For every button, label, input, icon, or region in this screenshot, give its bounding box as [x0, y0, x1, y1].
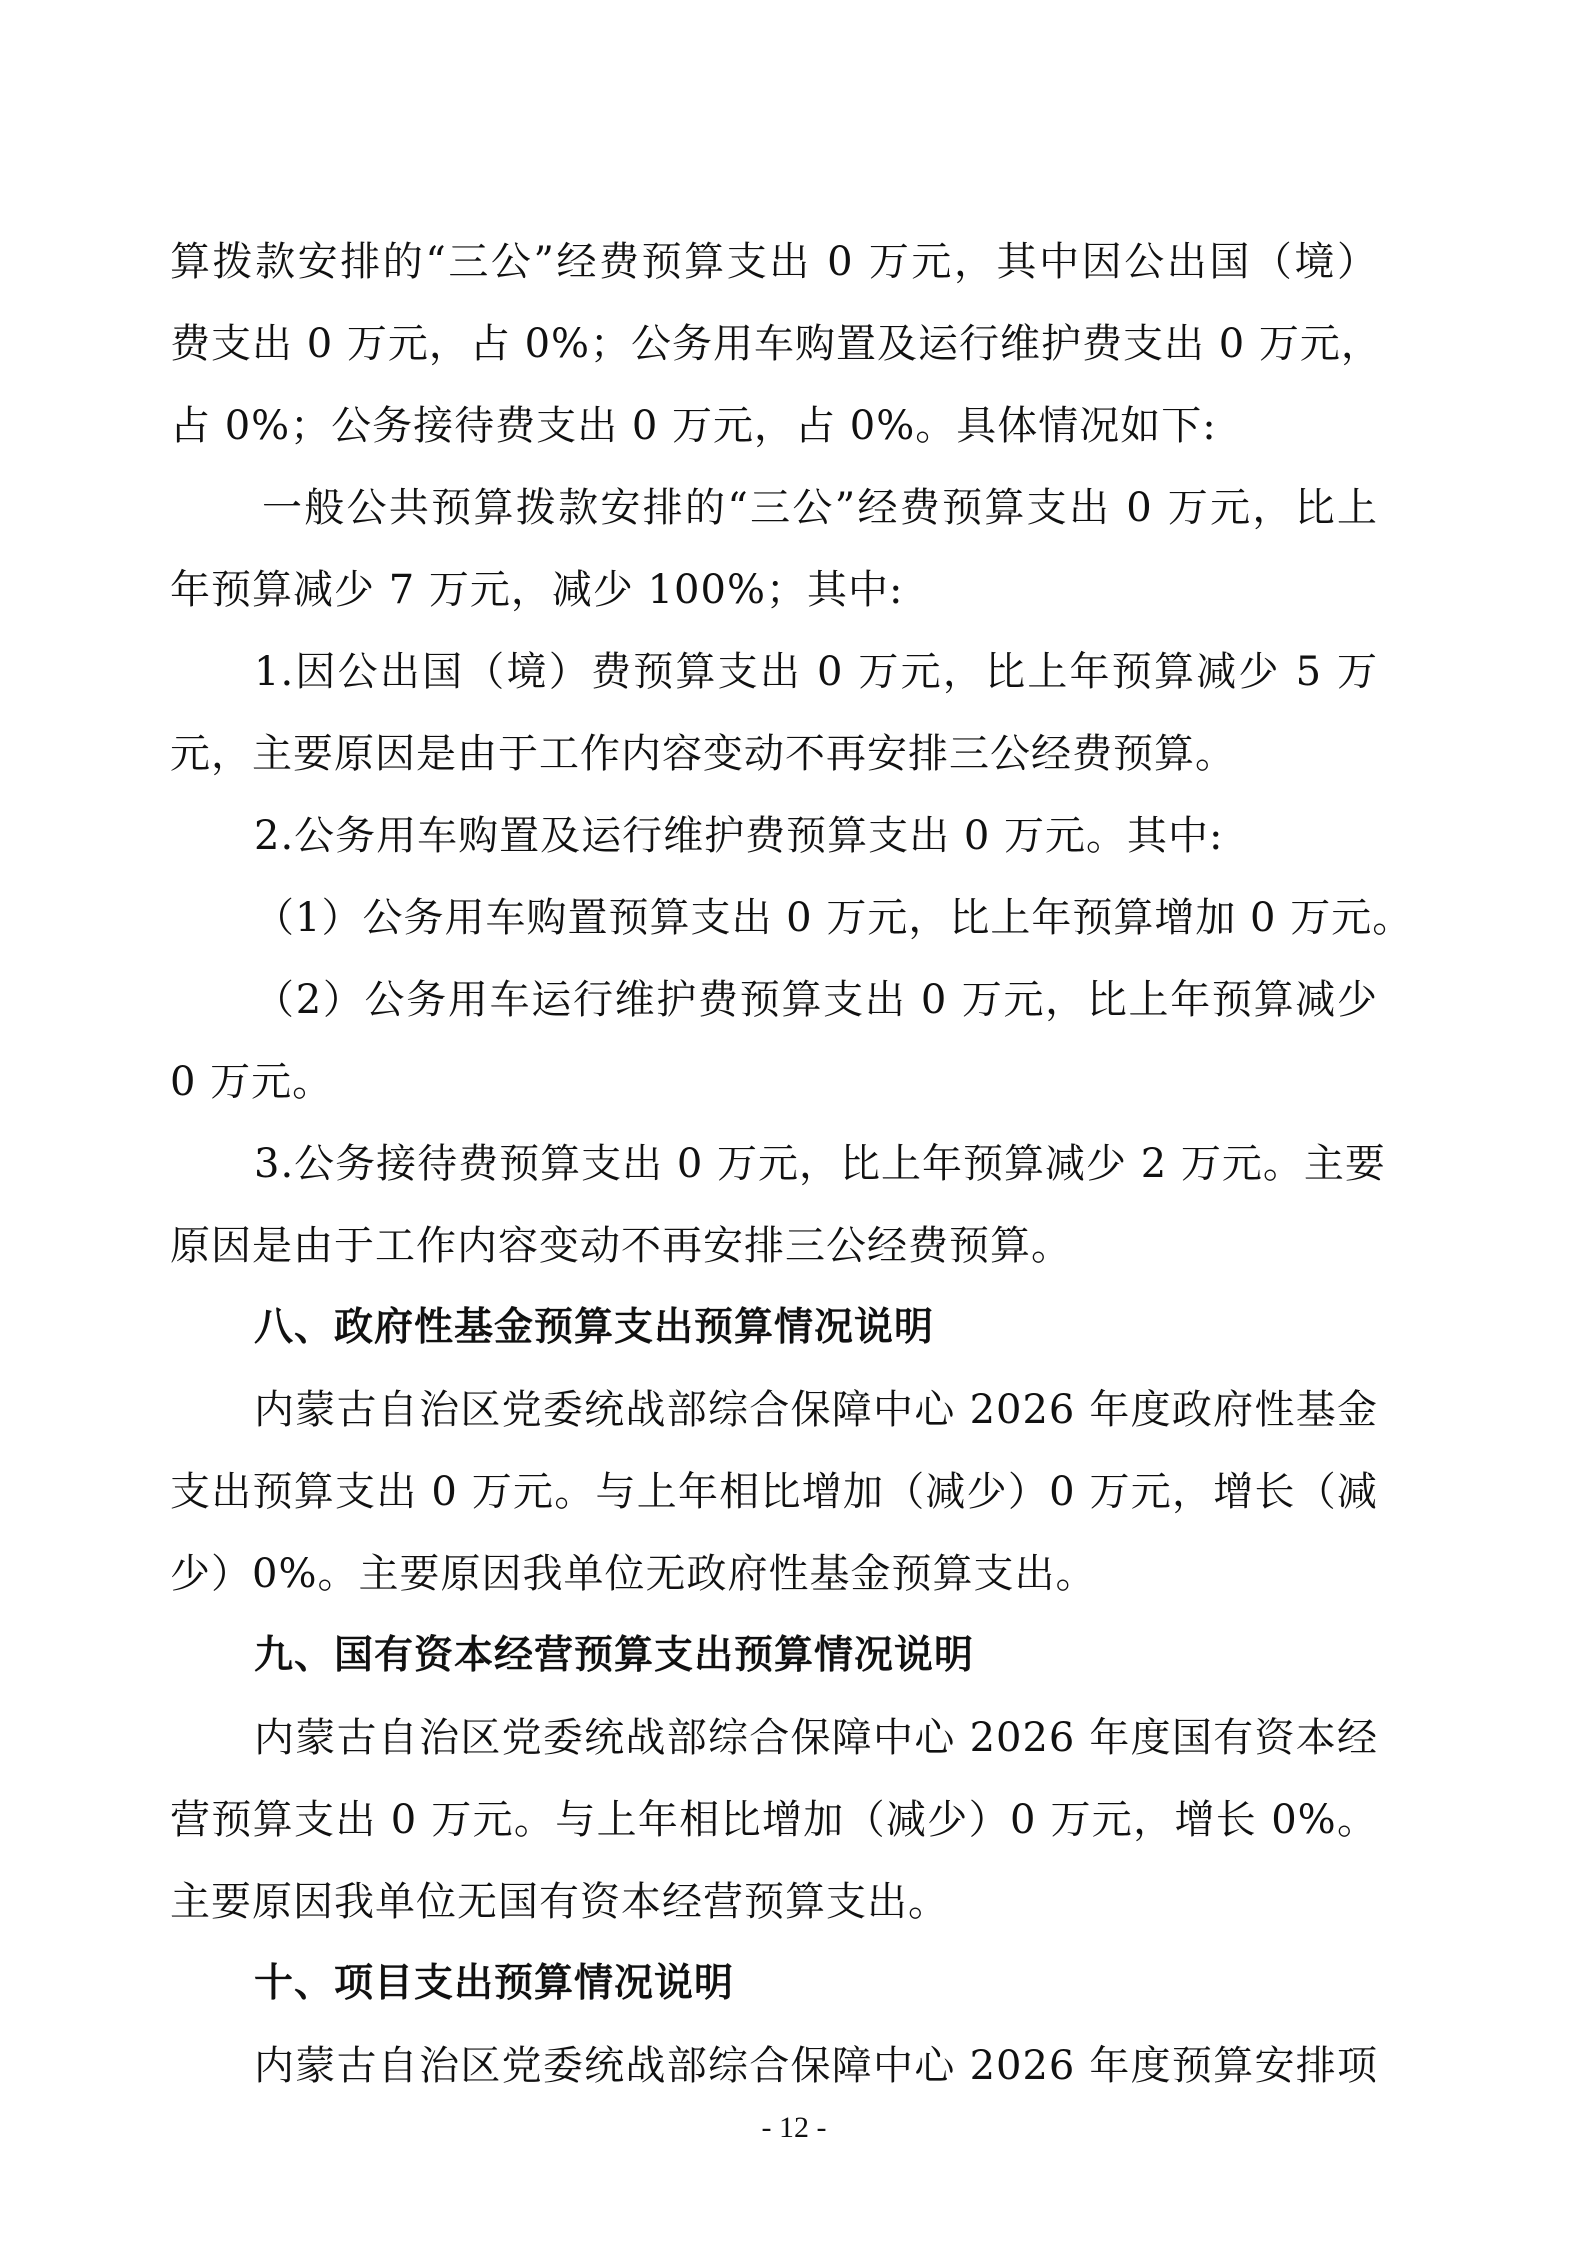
body-line: 费支出 0 万元，占 0%；公务用车购置及运行维护费支出 0 万元， [170, 321, 1382, 367]
body-line: 内蒙古自治区党委统战部综合保障中心 2026 年度国有资本经 [254, 1715, 1378, 1761]
body-line: （1）公务用车购置预算支出 0 万元，比上年预算增加 0 万元。 [254, 895, 1414, 941]
body-line: 营预算支出 0 万元。与上年相比增加（减少）0 万元，增长 0%。 [170, 1797, 1378, 1843]
body-line: 元，主要原因是由于工作内容变动不再安排三公经费预算。 [170, 731, 1236, 777]
body-line: 1.因公出国（境）费预算支出 0 万元，比上年预算减少 5 万 [254, 649, 1378, 695]
body-line: 0 万元。 [170, 1059, 334, 1105]
body-line: 3.公务接待费预算支出 0 万元，比上年预算减少 2 万元。主要 [254, 1141, 1386, 1187]
body-line: 一般公共预算拨款安排的“三公”经费预算支出 0 万元，比上 [262, 485, 1378, 531]
body-line: 内蒙古自治区党委统战部综合保障中心 2026 年度政府性基金 [254, 1387, 1378, 1433]
body-line: 原因是由于工作内容变动不再安排三公经费预算。 [170, 1223, 1072, 1269]
body-line: 年预算减少 7 万元，减少 100%；其中: [170, 567, 904, 613]
body-line: 支出预算支出 0 万元。与上年相比增加（减少）0 万元，增长（减 [170, 1469, 1378, 1515]
body-line: （2）公务用车运行维护费预算支出 0 万元，比上年预算减少 [254, 977, 1378, 1023]
page-number: - 12 - [761, 2111, 827, 2144]
body-line: 内蒙古自治区党委统战部综合保障中心 2026 年度预算安排项 [254, 2043, 1378, 2089]
body-line: 算拨款安排的“三公”经费预算支出 0 万元，其中因公出国（境） [170, 239, 1378, 285]
body-line: 主要原因我单位无国有资本经营预算支出。 [170, 1879, 949, 1925]
section-heading: 十、项目支出预算情况说明 [254, 1961, 735, 2006]
section-heading: 九、国有资本经营预算支出预算情况说明 [254, 1633, 975, 1678]
body-line: 2.公务用车购置及运行维护费预算支出 0 万元。其中: [254, 813, 1224, 859]
body-line: 占 0%；公务接待费支出 0 万元，占 0%。具体情况如下: [170, 403, 1217, 449]
body-line: 少）0%。主要原因我单位无政府性基金预算支出。 [170, 1551, 1097, 1597]
section-heading: 八、政府性基金预算支出预算情况说明 [254, 1305, 935, 1350]
